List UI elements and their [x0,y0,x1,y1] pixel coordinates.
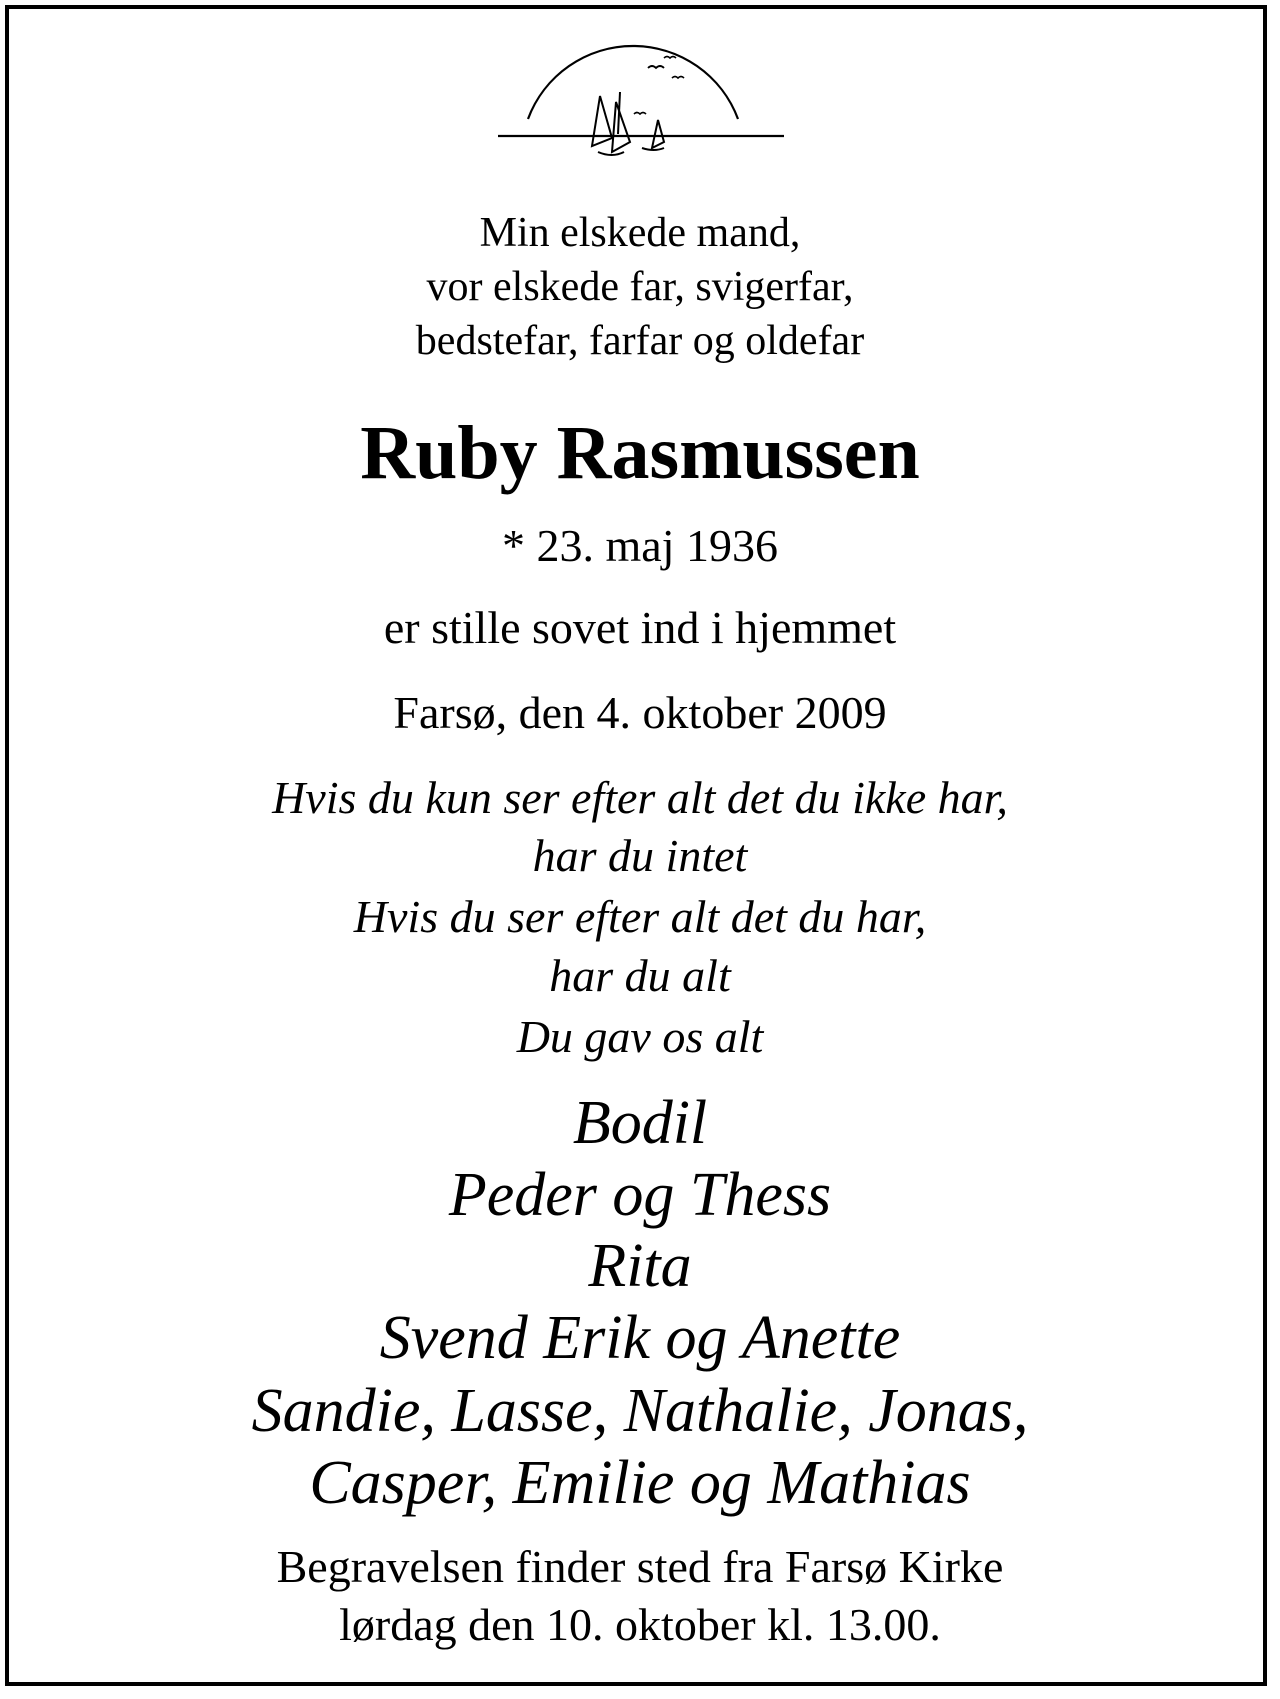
intro-line-3: bedstefar, farfar og oldefar [415,318,865,364]
family-line-1: Bodil [572,1089,708,1157]
funeral-line-2: lørdag den 10. oktober kl. 13.00. [339,1599,941,1650]
family-line-4: Svend Erik og Anette [379,1304,901,1372]
death-text: er stille sovet ind i hjemmet [383,602,897,653]
birth-date: * 23. maj 1936 [502,520,778,571]
intro-line-1: Min elskede mand, [479,210,801,256]
poem-line-3: Hvis du ser efter alt det du har, [353,891,927,942]
poem-line-1: Hvis du kun ser efter alt det du ikke har, [272,772,1008,823]
intro-line-2: vor elskede far, svigerfar, [426,264,854,310]
poem-line-2: har du intet [532,830,748,881]
family-line-5: Sandie, Lasse, Nathalie, Jonas, [251,1377,1029,1445]
family-line-6: Casper, Emilie og Mathias [309,1449,971,1517]
family-line-2: Peder og Thess [448,1161,832,1229]
family-line-3: Rita [588,1232,692,1300]
funeral-line-1: Begravelsen finder sted fra Farsø Kirke [276,1541,1004,1592]
poem-line-4: har du alt [549,950,731,1001]
deceased-name: Ruby Rasmussen [360,411,920,495]
place-date: Farsø, den 4. oktober 2009 [393,687,887,738]
sunset-sailboats-birds-icon [494,44,786,174]
poem-line-5: Du gav os alt [516,1011,764,1062]
